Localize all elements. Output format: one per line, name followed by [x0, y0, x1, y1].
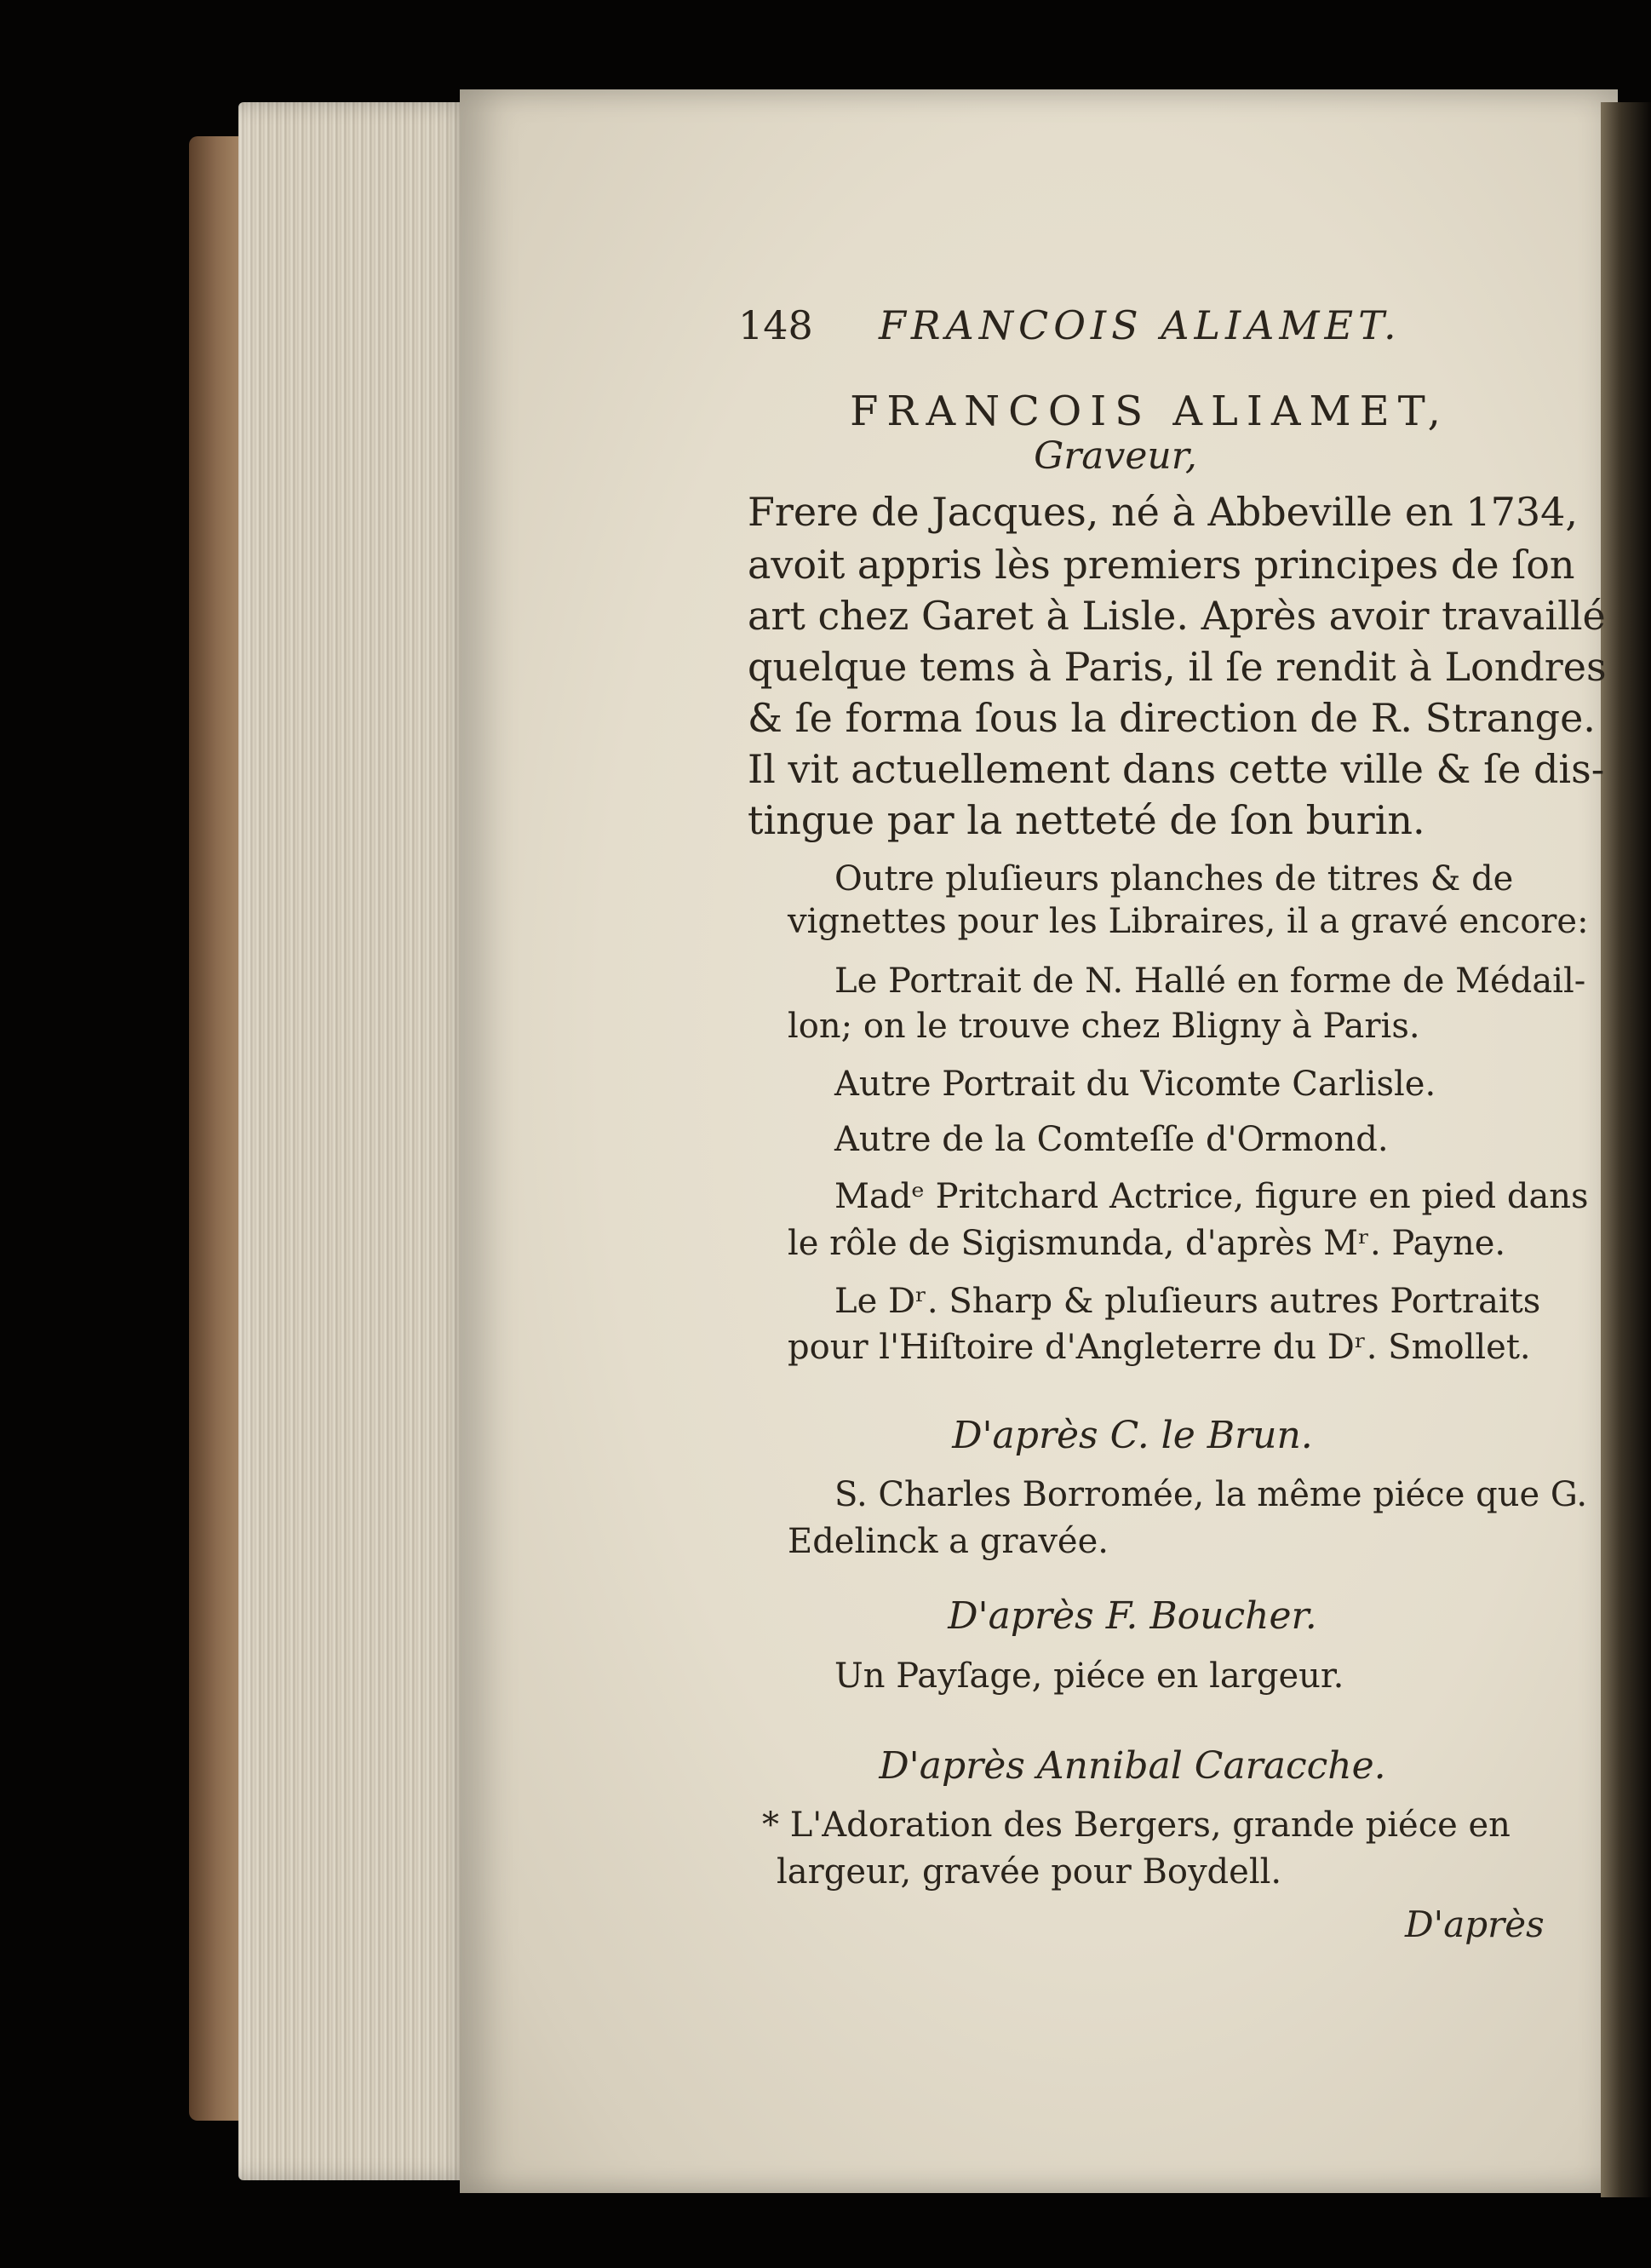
bio-line: Frere de Jacques, né à Abbeville en 1734, — [748, 489, 1579, 535]
section-line: Un Payſage, piéce en largeur. — [834, 1657, 1344, 1696]
bio-line: quelque tems à Paris, il ſe rendit à Londres — [748, 644, 1607, 690]
work-item-line: Madᵉ Pritchard Actrice, figure en pied dans — [834, 1177, 1589, 1216]
bio-line: avoit appris lès premiers principes de ſon — [748, 542, 1575, 588]
work-item-line: Le Portrait de N. Hallé en forme de Médail- — [834, 962, 1586, 1001]
page-number: 148 — [738, 302, 813, 348]
work-item-line: Autre Portrait du Vicomte Carlisle. — [834, 1065, 1436, 1104]
bio-line: Il vit actuellement dans cette ville & ſe dis- — [748, 746, 1605, 792]
work-item-line: le rôle de Sigismunda, d'après Mʳ. Payne. — [788, 1224, 1506, 1263]
section-heading: D'après Annibal Caracche. — [879, 1744, 1386, 1788]
work-item-line: Le Dʳ. Sharp & pluſieurs autres Portraits — [834, 1282, 1541, 1321]
works-intro-line: vignettes pour les Libraires, il a gravé encore: — [788, 902, 1589, 941]
bio-line: art chez Garet à Lisle. Après avoir travaillé — [748, 593, 1606, 639]
section-heading: D'après C. le Brun. — [952, 1414, 1313, 1457]
section-line: largeur, gravée pour Boydell. — [777, 1852, 1282, 1892]
header-title: FRANCOIS ALIAMET. — [879, 302, 1402, 348]
section-line: Edelinck a gravée. — [788, 1522, 1109, 1561]
bio-line: tingue par la netteté de ſon burin. — [748, 797, 1425, 843]
work-item-line: pour l'Hiſtoire d'Angleterre du Dʳ. Smollet. — [788, 1328, 1531, 1367]
entry-subtitle: Graveur, — [1034, 434, 1197, 478]
entry-title: FRANCOIS ALIAMET, — [850, 388, 1449, 435]
work-item-line: Autre de la Comteſſe d'Ormond. — [834, 1120, 1389, 1159]
catchword: D'après — [1405, 1903, 1545, 1945]
section-line: S. Charles Borromée, la même piéce que G. — [834, 1475, 1588, 1514]
bio-line: & ſe forma ſous la direction de R. Strange. — [748, 695, 1596, 741]
section-heading: D'après F. Boucher. — [948, 1594, 1317, 1638]
work-item-line: lon; on le trouve chez Bligny à Paris. — [788, 1007, 1420, 1046]
works-intro-line: Outre pluſieurs planches de titres & de — [834, 859, 1514, 899]
section-line: * L'Adoration des Bergers, grande piéce en — [762, 1806, 1511, 1845]
